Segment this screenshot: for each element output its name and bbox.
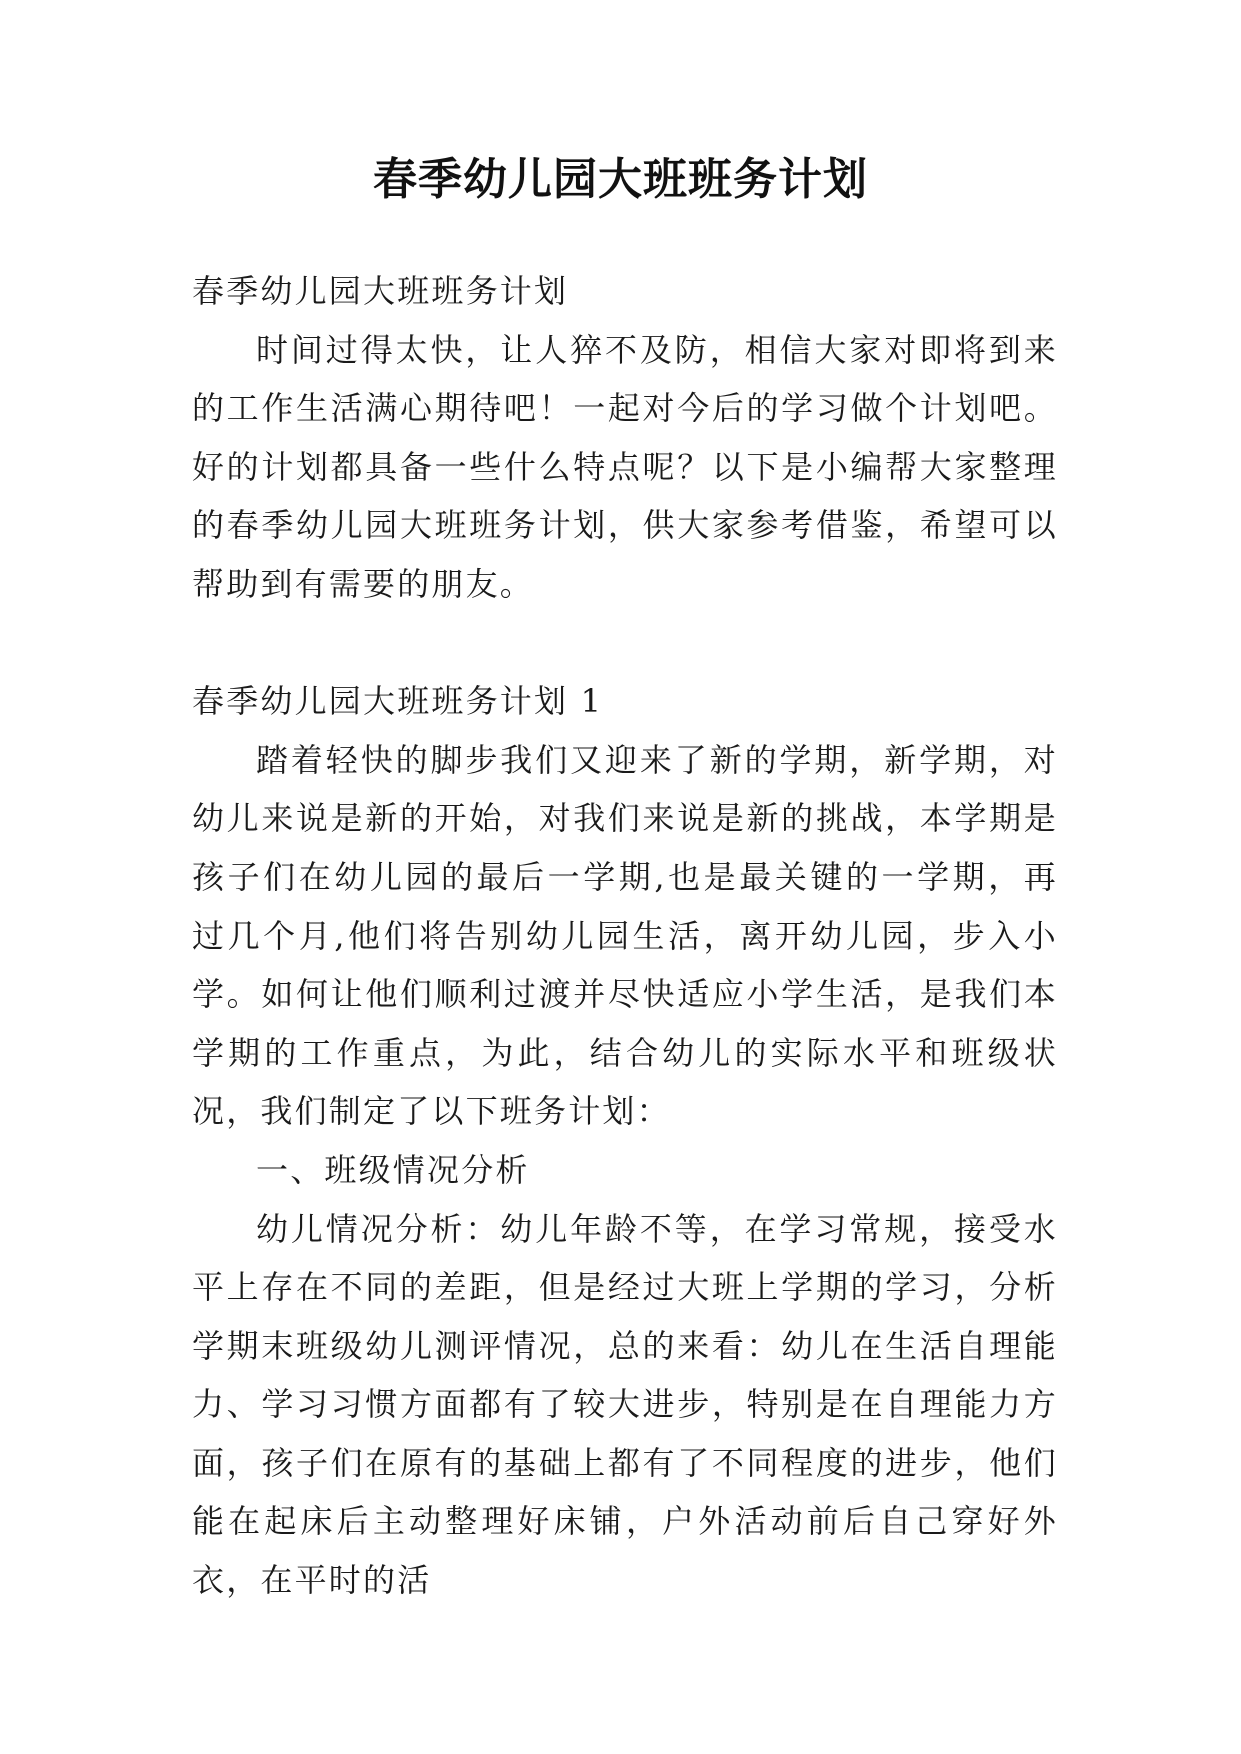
subheading: 一、班级情况分析 <box>256 1150 530 1189</box>
document-title: 春季幼儿园大班班务计划 <box>373 154 868 205</box>
body-paragraph: 幼儿情况分析：幼儿年龄不等，在学习常规，接受水平上存在不同的差距，但是经过大班上学期的学习，分析学期末班级幼儿测评情况，总的来看：幼儿在生活自理能力、学习习惯方面都有了较大进步，特别是在自理能力方面，孩子们在原有的基础上都有了不同程度的进步，他们能在起床后主动整理好床铺，户外活动前后自己穿好外衣，在平时的活 <box>192 1209 1058 1600</box>
intro-paragraph: 时间过得太快，让人猝不及防，相信大家对即将到来的工作生活满心期待吧！一起对今后的学习做个计划吧。好的计划都具备一些什么特点呢？以下是小编帮大家整理的春季幼儿园大班班务计划，供大家参考借鉴，希望可以帮助到有需要的朋友。 <box>192 330 1058 603</box>
section-heading: 春季幼儿园大班班务计划 1 <box>192 682 604 721</box>
body-paragraph: 踏着轻快的脚步我们又迎来了新的学期，新学期，对幼儿来说是新的开始，对我们来说是新的挑战，本学期是孩子们在幼儿园的最后一学期,也是最关键的一学期，再过几个月,他们将告别幼儿园生活，离开幼儿园，步入小学。如何让他们顺利过渡并尽快适应小学生活，是我们本学期的工作重点，为此，结合幼儿的实际水平和班级状况，我们制定了以下班务计划： <box>192 740 1058 1131</box>
document-body <box>192 262 1058 1610</box>
document-subtitle: 春季幼儿园大班班务计划 <box>192 272 569 310</box>
